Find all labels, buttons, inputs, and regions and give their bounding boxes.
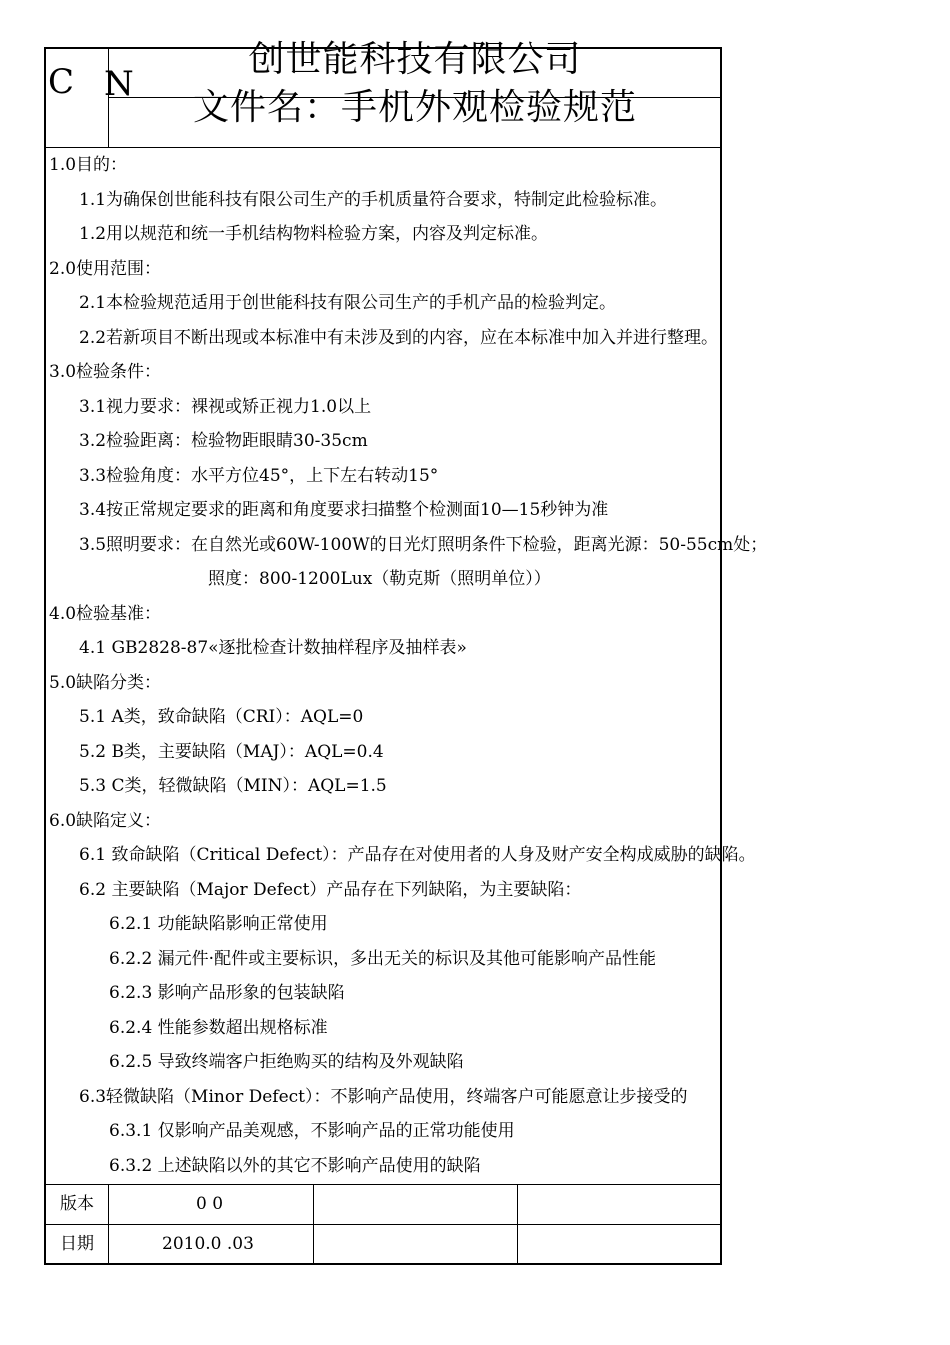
logo-letter-c: C: [48, 62, 75, 102]
section-heading: 5.0缺陷分类：: [49, 673, 162, 693]
footer-col-divider-3: [517, 1184, 518, 1265]
section-heading: 4.0检验基准：: [49, 604, 162, 624]
section-item: 3.2检验距离：检验物距眼睛30-35cm: [79, 431, 368, 451]
section-item: 5.2 B类，主要缺陷（MAJ）：AQL=0.4: [79, 742, 384, 762]
section-item: 1.2用以规范和统一手机结构物料检验方案，内容及判定标准。: [79, 224, 549, 244]
header-bottom-border: [44, 147, 722, 148]
footer-col-divider-1: [108, 1184, 109, 1265]
section-item: 6.2.1 功能缺陷影响正常使用: [109, 914, 328, 934]
section-heading: 3.0检验条件：: [49, 362, 162, 382]
section-item: 1.1为确保创世能科技有限公司生产的手机质量符合要求，特制定此检验标准。: [79, 190, 668, 210]
section-item: 照度：800-1200Lux（勒克斯（照明单位））: [208, 569, 551, 589]
date-value: 2010.0 .03: [162, 1234, 254, 1254]
section-item: 3.1视力要求：裸视或矫正视力1.0以上: [79, 397, 372, 417]
section-item: 6.2.5 导致终端客户拒绝购买的结构及外观缺陷: [109, 1052, 464, 1072]
section-item: 2.2若新项目不断出现或本标准中有未涉及到的内容，应在本标准中加入并进行整理。: [79, 328, 719, 348]
footer-row-divider: [44, 1224, 722, 1225]
section-item: 6.2 主要缺陷（Major Defect）产品存在下列缺陷，为主要缺陷：: [79, 880, 582, 900]
section-item: 4.1 GB2828-87«逐批检查计数抽样程序及抽样表»: [79, 638, 467, 658]
section-item: 2.1本检验规范适用于创世能科技有限公司生产的手机产品的检验判定。: [79, 293, 617, 313]
section-item: 3.5照明要求：在自然光或60W-100W的日光灯照明条件下检验，距离光源：50-55cm处；: [79, 535, 768, 555]
footer-top-border: [44, 1184, 722, 1185]
footer-col-divider-2: [313, 1184, 314, 1265]
section-item: 5.3 C类，轻微缺陷（MIN）：AQL=1.5: [79, 776, 387, 796]
section-item: 6.2.2 漏元件·配件或主要标识，多出无关的标识及其他可能影响产品性能: [109, 949, 657, 969]
date-label: 日期: [60, 1234, 94, 1254]
logo-letter-n: N: [104, 64, 134, 104]
section-item: 3.4按正常规定要求的距离和角度要求扫描整个检测面10—15秒钟为准: [79, 500, 609, 520]
frame-right-edge: [721, 47, 722, 1265]
section-heading: 6.0缺陷定义：: [49, 811, 162, 831]
section-item: 6.2.3 影响产品形象的包装缺陷: [109, 983, 345, 1003]
version-label: 版本: [60, 1194, 94, 1214]
section-heading: 1.0目的：: [49, 155, 128, 175]
section-item: 6.1 致命缺陷（Critical Defect）：产品存在对使用者的人身及财产安全构成威胁的缺陷。: [79, 845, 756, 865]
section-item: 6.3.1 仅影响产品美观感，不影响产品的正常功能使用: [109, 1121, 515, 1141]
section-item: 5.1 A类，致命缺陷（CRI）：AQL=0: [79, 707, 364, 727]
section-item: 6.2.4 性能参数超出规格标准: [109, 1018, 328, 1038]
section-heading: 2.0使用范围：: [49, 259, 162, 279]
section-item: 3.3检验角度：水平方位45°，上下左右转动15°: [79, 466, 439, 486]
document-title: 文件名：手机外观检验规范: [192, 87, 637, 128]
section-item: 6.3.2 上述缺陷以外的其它不影响产品使用的缺陷: [109, 1156, 481, 1176]
version-value: 0 0: [196, 1194, 224, 1214]
company-name: 创世能科技有限公司: [248, 39, 582, 80]
section-item: 6.3轻微缺陷（Minor Defect）：不影响产品使用，终端客户可能愿意让步接受的: [79, 1087, 688, 1107]
